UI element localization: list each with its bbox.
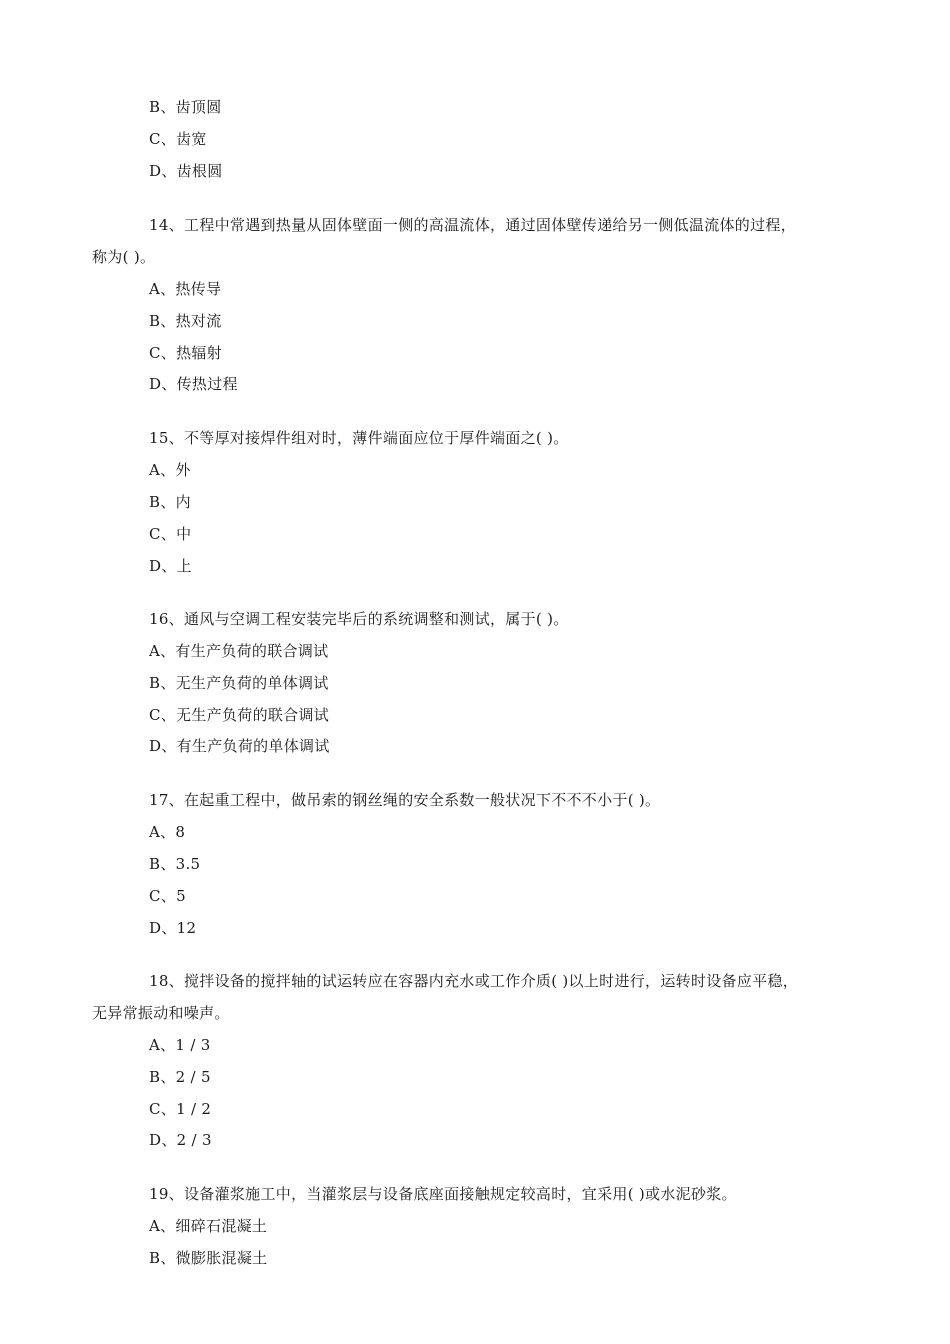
option-c-q13: C、齿宽	[149, 130, 207, 148]
option-d-q18: D、2 / 3	[149, 1131, 212, 1149]
option-a-q15: A、外	[149, 461, 191, 479]
question-16: 16、通风与空调工程安装完毕后的系统调整和测试，属于( )。	[149, 610, 569, 628]
option-b-q15: B、内	[149, 493, 191, 511]
option-b-q17: B、3.5	[149, 855, 201, 873]
option-d-q17: D、12	[149, 919, 197, 937]
option-a-q14: A、热传导	[149, 280, 222, 298]
question-18-continued: 无异常振动和噪声。	[92, 1004, 230, 1022]
option-d-q14: D、传热过程	[149, 375, 238, 393]
question-17: 17、在起重工程中，做吊索的钢丝绳的安全系数一般状况下不不不小于( )。	[149, 791, 661, 809]
question-18: 18、搅拌设备的搅拌轴的试运转应在容器内充水或工作介质( )以上时进行，运转时设备应平稳，	[149, 972, 799, 990]
option-b-q18: B、2 / 5	[149, 1068, 211, 1086]
option-b-q13: B、齿顶圆	[149, 98, 222, 116]
option-b-q16: B、无生产负荷的单体调试	[149, 674, 329, 692]
option-d-q15: D、上	[149, 557, 192, 575]
option-d-q16: D、有生产负荷的单体调试	[149, 737, 330, 755]
question-14: 14、工程中常遇到热量从固体壁面一侧的高温流体，通过固体壁传递给另一侧低温流体的过程，	[149, 216, 796, 234]
question-15: 15、不等厚对接焊件组对时，薄件端面应位于厚件端面之( )。	[149, 429, 569, 447]
option-c-q17: C、5	[149, 887, 186, 905]
question-19: 19、设备灌浆施工中，当灌浆层与设备底座面接触规定较高时，宜采用( )或水泥砂浆。	[149, 1185, 737, 1203]
option-c-q18: C、1 / 2	[149, 1100, 212, 1118]
option-b-q19: B、微膨胀混凝土	[149, 1249, 268, 1267]
option-c-q14: C、热辐射	[149, 344, 222, 362]
option-a-q19: A、细碎石混凝土	[149, 1217, 268, 1235]
option-d-q13: D、齿根圆	[149, 162, 223, 180]
option-a-q17: A、8	[149, 823, 186, 841]
option-a-q16: A、有生产负荷的联合调试	[149, 642, 329, 660]
option-c-q15: C、中	[149, 525, 192, 543]
option-a-q18: A、1 / 3	[149, 1036, 211, 1054]
question-14-continued: 称为( )。	[92, 248, 156, 266]
option-c-q16: C、无生产负荷的联合调试	[149, 706, 330, 724]
option-b-q14: B、热对流	[149, 312, 222, 330]
